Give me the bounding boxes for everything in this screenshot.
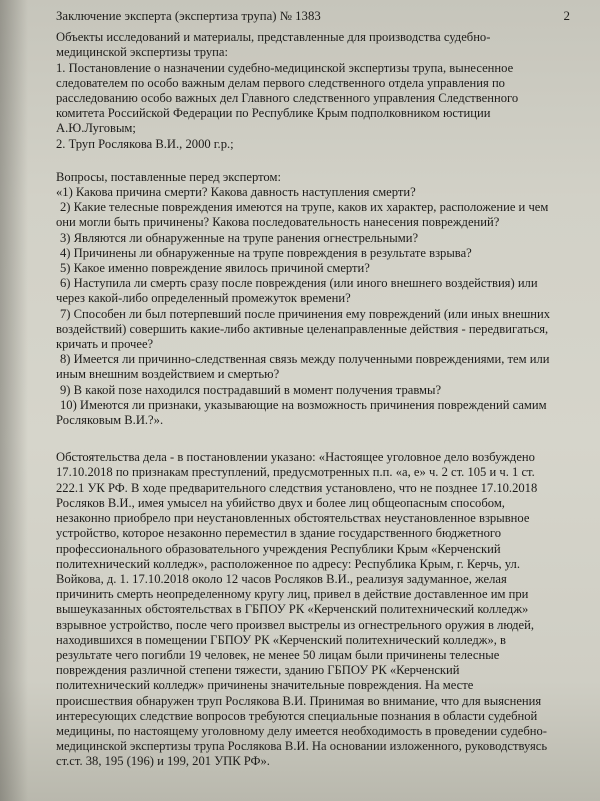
question-line: 9) В какой позе находился пострадавший в момент получения травмы? bbox=[60, 382, 442, 397]
question-line: 5) Какое именно повреждение явилось причиной смерти? bbox=[60, 261, 370, 276]
circumstances-line: взрывное устройство, после чего произвел выстрелы из огнестрельного оружия в людей, bbox=[56, 617, 534, 632]
objects-line: расследованию особо важных дел Главного следственного управления Следственного bbox=[56, 91, 519, 106]
circumstances-section bbox=[56, 450, 560, 769]
circumstances-line: Войкова, д. 1. 17.10.2018 около 12 часов Росляков В.И., реализуя задуманное, желая bbox=[56, 571, 507, 586]
question-line: Росляковым В.И.?». bbox=[56, 413, 164, 428]
question-line: 6) Наступила ли смерть сразу после повреждения (или иного внешнего воздействия) или bbox=[60, 276, 538, 291]
question-line: через какой-либо определенный промежуток времени? bbox=[56, 291, 351, 306]
questions-heading: Вопросы, поставленные перед экспертом: bbox=[56, 169, 281, 184]
question-line: воздействий) совершить какие-либо активные целенаправленные действия - передвигаться, bbox=[56, 321, 549, 336]
question-line: 8) Имеется ли причинно-следственная связь между полученными повреждениями, тем или bbox=[60, 352, 550, 367]
circumstances-line: незаконно приобрело при неустановленных обстоятельствах неустановленное взрывное bbox=[56, 511, 530, 526]
page-number: 2 bbox=[563, 8, 570, 23]
circumstances-line: находившихся в помещении ГБПОУ РК «Керченский политехнический колледж», в bbox=[56, 632, 507, 647]
objects-line: комитета Российской Федерации по Республике Крым подполковником юстиции bbox=[56, 106, 491, 121]
objects-line: медицинской экспертизы трупа: bbox=[56, 45, 229, 60]
document-title: Заключение эксперта (экспертиза трупа) № 1383 bbox=[56, 9, 321, 23]
circumstances-line: политехнический колледж» причинены значительные повреждения. На месте bbox=[56, 678, 474, 693]
circumstances-line: Росляков В.И., имея умысел на убийство двух и более лиц общеопасным способом, bbox=[56, 495, 505, 510]
circumstances-line: происшествия обнаружен труп Рослякова В.И. Принимая во внимание, что для выяснения bbox=[56, 693, 542, 708]
page-shadow bbox=[0, 0, 28, 801]
page-header bbox=[56, 8, 570, 24]
question-line: «1) Какова причина смерти? Какова давность наступления смерти? bbox=[56, 185, 416, 200]
question-line: 2) Какие телесные повреждения имеются на трупе, каков их характер, расположение и чем bbox=[60, 200, 549, 215]
circumstances-line: интересующих следствие вопросов требуются специальные познания в области судебной bbox=[56, 708, 538, 723]
objects-line: Объекты исследований и материалы, представленные для производства судебно- bbox=[56, 30, 491, 45]
objects-line: 2. Труп Рослякова В.И., 2000 г.р.; bbox=[56, 136, 234, 151]
circumstances-line: профессионального образовательного учреждения Республики Крым «Керченский bbox=[56, 541, 501, 556]
questions-section bbox=[56, 170, 560, 428]
circumstances-line: повреждения различной степени тяжести, зданию ГБПОУ РК «Керченский bbox=[56, 663, 460, 678]
question-line: 3) Являются ли обнаруженные на трупе ранения огнестрельными? bbox=[60, 230, 419, 245]
circumstances-line: ст.ст. 38, 195 (196) и 199, 201 УПК РФ». bbox=[56, 754, 270, 769]
circumstances-line: политехнический колледж», расположенное по адресу: Республика Крым, г. Керчь, ул. bbox=[56, 556, 520, 571]
circumstances-line: медицины, по настоящему уголовному делу имеется необходимость в проведении судебно- bbox=[56, 723, 548, 738]
question-line: 10) Имеются ли признаки, указывающие на возможность причинения повреждений самим bbox=[60, 397, 547, 412]
circumstances-line: причинить смерть неопределенному кругу лиц, привел в действие доставленное им при bbox=[56, 587, 529, 602]
question-line: кричать и прочее? bbox=[56, 337, 154, 352]
objects-line: следователем по особо важным делам первого следственного отдела управления по bbox=[56, 75, 505, 90]
circumstances-line: результате чего погибли 19 человек, не менее 50 лицам были причинены телесные bbox=[56, 647, 500, 662]
question-line: 7) Способен ли был потерпевший после причинения ему повреждений (или иных внешних bbox=[60, 306, 551, 321]
circumstances-line: медицинской экспертизы трупа Рослякова В.И. На основании изложенного, руководствуясь bbox=[56, 739, 548, 754]
circumstances-line: устройство, которое незаконно переместил в здание государственного бюджетного bbox=[56, 526, 502, 541]
circumstances-line: Обстоятельства дела - в постановлении указано: «Настоящее уголовное дело возбуждено bbox=[56, 450, 535, 465]
objects-section bbox=[56, 30, 560, 152]
circumstances-line: 222.1 УК РФ. В ходе предварительного следствия установлено, что не позднее 17.10.2018 bbox=[56, 480, 538, 495]
question-line: 4) Причинены ли обнаруженные на трупе повреждения в результате взрыва? bbox=[60, 245, 472, 260]
question-line: иным внешним воздействием и смертью? bbox=[56, 367, 280, 382]
circumstances-line: 17.10.2018 по признакам преступлений, предусмотренных п.п. «а, е» ч. 2 ст. 105 и ч. 1 ст. bbox=[56, 465, 535, 480]
objects-line: А.Ю.Луговым; bbox=[56, 121, 136, 136]
objects-line: 1. Постановление о назначении судебно-медицинской экспертизы трупа, вынесенное bbox=[56, 60, 514, 75]
circumstances-line: вышеуказанных обстоятельствах в ГБПОУ РК «Керченский политехнический колледж» bbox=[56, 602, 529, 617]
question-line: они могли быть причинены? Какова последовательность нанесения повреждений? bbox=[56, 215, 500, 230]
